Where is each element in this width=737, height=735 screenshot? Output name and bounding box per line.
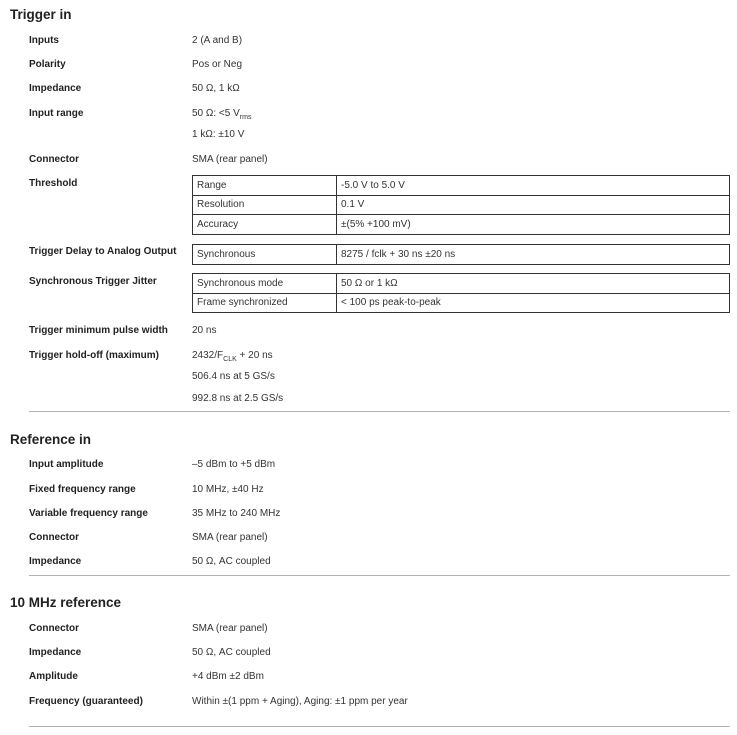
input-amplitude-label: Input amplitude [29, 459, 104, 470]
table-row [193, 195, 730, 215]
section-divider [29, 575, 730, 576]
connector-label: Connector [29, 154, 79, 165]
input-range-value-50ohm-main: 50 Ω: <5 V [192, 108, 240, 119]
table-row [193, 176, 730, 196]
inputs-label: Inputs [29, 35, 59, 46]
input-range-label: Input range [29, 108, 84, 119]
trigger-delay-label: Trigger Delay to Analog Output [29, 246, 177, 257]
connector-value: SMA (rear panel) [192, 154, 268, 165]
holdoff-value-5gs: 506.4 ns at 5 GS/s [192, 371, 275, 382]
section-heading-reference-in: Reference in [10, 432, 92, 447]
min-pulse-width-value: 20 ns [192, 325, 217, 336]
jitter-sync-mode-value: 50 Ω or 1 kΩ [337, 274, 730, 294]
jitter-sync-mode-name: Synchronous mode [193, 274, 337, 294]
input-amplitude-value: –5 dBm to +5 dBm [192, 459, 276, 470]
threshold-range-name: Range [193, 176, 337, 196]
holdoff-value-formula [192, 350, 273, 363]
sync-trigger-jitter-label: Synchronous Trigger Jitter [29, 276, 157, 287]
polarity-label: Polarity [29, 59, 66, 70]
table-row [193, 245, 730, 265]
trigger-delay-sync-value: 8275 / fclk + 30 ns ±20 ns [337, 245, 730, 265]
10mhz-connector-label: Connector [29, 623, 79, 634]
trigger-delay-sync-name: Synchronous [193, 245, 337, 265]
impedance-value: 50 Ω, 1 kΩ [192, 83, 240, 94]
holdoff-formula-tail: + 20 ns [236, 350, 273, 361]
inputs-value: 2 (A and B) [192, 35, 243, 46]
sync-trigger-jitter-table [192, 273, 730, 313]
ref-connector-value: SMA (rear panel) [192, 532, 268, 543]
impedance-label: Impedance [29, 83, 82, 94]
ref-impedance-value: 50 Ω, AC coupled [192, 556, 271, 567]
10mhz-frequency-value: Within ±(1 ppm + Aging), Aging: ±1 ppm per year [192, 696, 408, 707]
trigger-delay-table [192, 244, 730, 265]
threshold-accuracy-name: Accuracy [193, 215, 337, 235]
holdoff-value-2p5gs: 992.8 ns at 2.5 GS/s [192, 393, 284, 404]
variable-frequency-value: 35 MHz to 240 MHz [192, 508, 281, 519]
polarity-value: Pos or Neg [192, 59, 243, 70]
threshold-range-value: -5.0 V to 5.0 V [337, 176, 730, 196]
threshold-resolution-name: Resolution [193, 195, 337, 215]
holdoff-formula-main: 2432/F [192, 350, 224, 361]
section-heading-trigger-in: Trigger in [10, 7, 72, 22]
section-heading-10mhz-reference: 10 MHz reference [10, 595, 122, 610]
jitter-frame-sync-name: Frame synchronized [193, 293, 337, 313]
10mhz-connector-value: SMA (rear panel) [192, 623, 268, 634]
section-divider [29, 726, 730, 727]
10mhz-impedance-value: 50 Ω, AC coupled [192, 647, 271, 658]
input-range-value-50ohm-sub: rms [239, 114, 252, 121]
input-range-value-50ohm [192, 108, 251, 121]
10mhz-frequency-label: Frequency (guaranteed) [29, 696, 143, 707]
section-divider [29, 411, 730, 412]
threshold-accuracy-value: ±(5% +100 mV) [337, 215, 730, 235]
holdoff-label: Trigger hold-off (maximum) [29, 350, 159, 361]
10mhz-amplitude-label: Amplitude [29, 671, 78, 682]
10mhz-impedance-label: Impedance [29, 647, 82, 658]
jitter-frame-sync-value: < 100 ps peak-to-peak [337, 293, 730, 313]
threshold-label: Threshold [29, 178, 78, 189]
ref-impedance-label: Impedance [29, 556, 82, 567]
10mhz-amplitude-value: +4 dBm ±2 dBm [192, 671, 264, 682]
min-pulse-width-label: Trigger minimum pulse width [29, 325, 168, 336]
table-row [193, 274, 730, 294]
ref-connector-label: Connector [29, 532, 79, 543]
fixed-frequency-value: 10 MHz, ±40 Hz [192, 484, 264, 495]
holdoff-formula-sub: CLK [223, 356, 237, 363]
fixed-frequency-label: Fixed frequency range [29, 484, 136, 495]
variable-frequency-label: Variable frequency range [29, 508, 148, 519]
threshold-resolution-value: 0.1 V [337, 195, 730, 215]
threshold-table [192, 175, 730, 235]
table-row [193, 293, 730, 313]
table-row [193, 215, 730, 235]
input-range-value-1kohm: 1 kΩ: ±10 V [192, 129, 245, 140]
